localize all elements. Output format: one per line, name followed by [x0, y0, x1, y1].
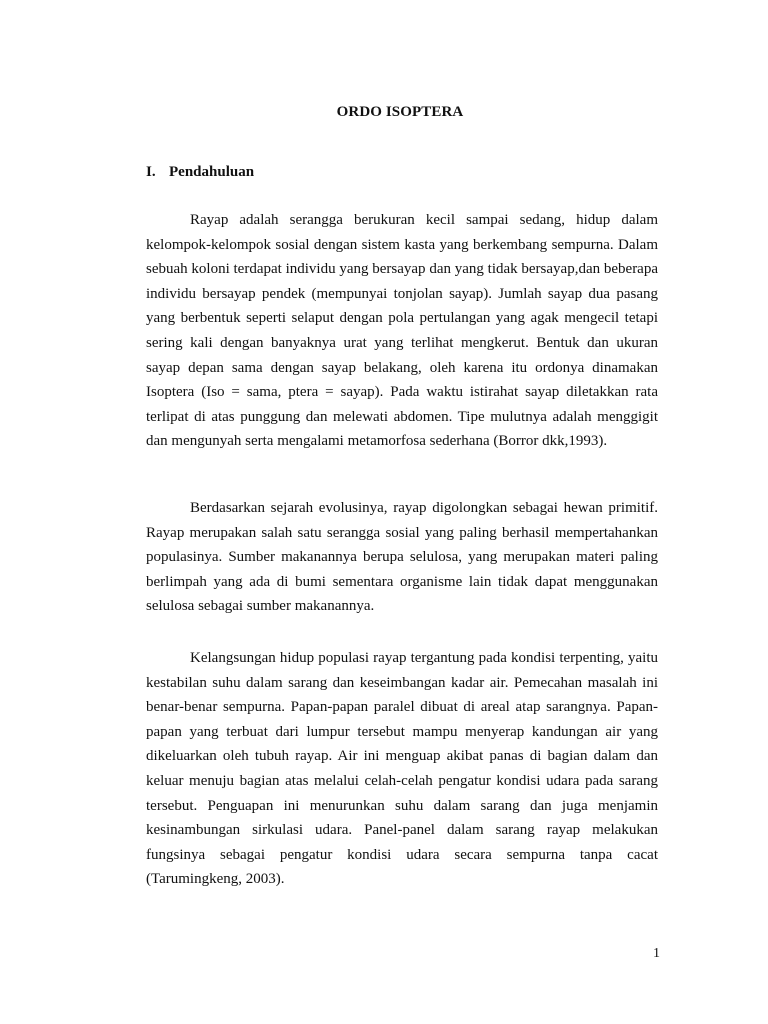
paragraph-text: Kelangsungan hidup populasi rayap tergantung pada kondisi terpenting, yaitu kestabilan suhu dalam sarang dan keseimbangan kadar air. Pemecahan masalah ini benar-benar sempurna. Papan-papan paralel dibuat di areal atap sarangnya. Papan-papan yang terbuat dari lumpur tersebut mampu menyerap kandungan air yang dikeluarkan oleh tubuh rayap. Air ini menguap akibat panas di bagian dalam dan keluar menuju bagian atas melalui celah-celah pengatur kondisi udara pada sarang tersebut. Penguapan ini menurunkan suhu dalam sarang dan juga menjamin kesinambungan sirkulasi udara. Panel-panel dalam sarang rayap melakukan fungsinya sebagai pengatur kondisi udara secara sempurna tanpa cacat (Tarumingkeng, 2003).: [146, 650, 658, 888]
body-paragraph-2: [146, 496, 658, 619]
section-heading: [146, 164, 254, 181]
section-number: I.: [146, 164, 156, 180]
paragraph-text: Berdasarkan sejarah evolusinya, rayap digolongkan sebagai hewan primitif. Rayap merupakan salah satu serangga sosial yang paling berhasil mempertahankan populasinya. Sumber makanannya berupa selulosa, yang merupakan materi paling berlimpah yang ada di bumi sementara organisme lain tidak dapat menggunakan selulosa sebagai sumber makanannya.: [146, 500, 658, 615]
paragraph-text: Rayap adalah serangga berukuran kecil sampai sedang, hidup dalam kelompok-kelompok sosial dengan sistem kasta yang berkembang sempurna. Dalam sebuah koloni terdapat individu yang bersayap dan yang tidak bersayap,dan beberapa individu bersayap pendek (mempunyai tonjolan sayap). Jumlah sayap dua pasang yang berbentuk seperti selaput dengan pola pertulangan yang agak mengecil tetapi sering kali dengan banyaknya urat yang terlihat mengkerut. Bentuk dan ukuran sayap depan sama dengan sayap belakang, oleh karena itu ordonya dinamakan Isoptera (Iso = sama, ptera = sayap). Pada waktu istirahat sayap diletakkan rata terlipat di atas punggung dan melewati abdomen. Tipe mulutnya adalah menggigit dan mengunyah serta mengalami metamorfosa sederhana (Borror dkk,1993).: [146, 212, 658, 450]
document-title: ORDO ISOPTERA: [336, 104, 464, 120]
body-paragraph-3: [146, 646, 658, 892]
page-number: 1: [653, 946, 660, 961]
body-paragraph-1: [146, 208, 658, 454]
section-title: Pendahuluan: [169, 164, 255, 180]
